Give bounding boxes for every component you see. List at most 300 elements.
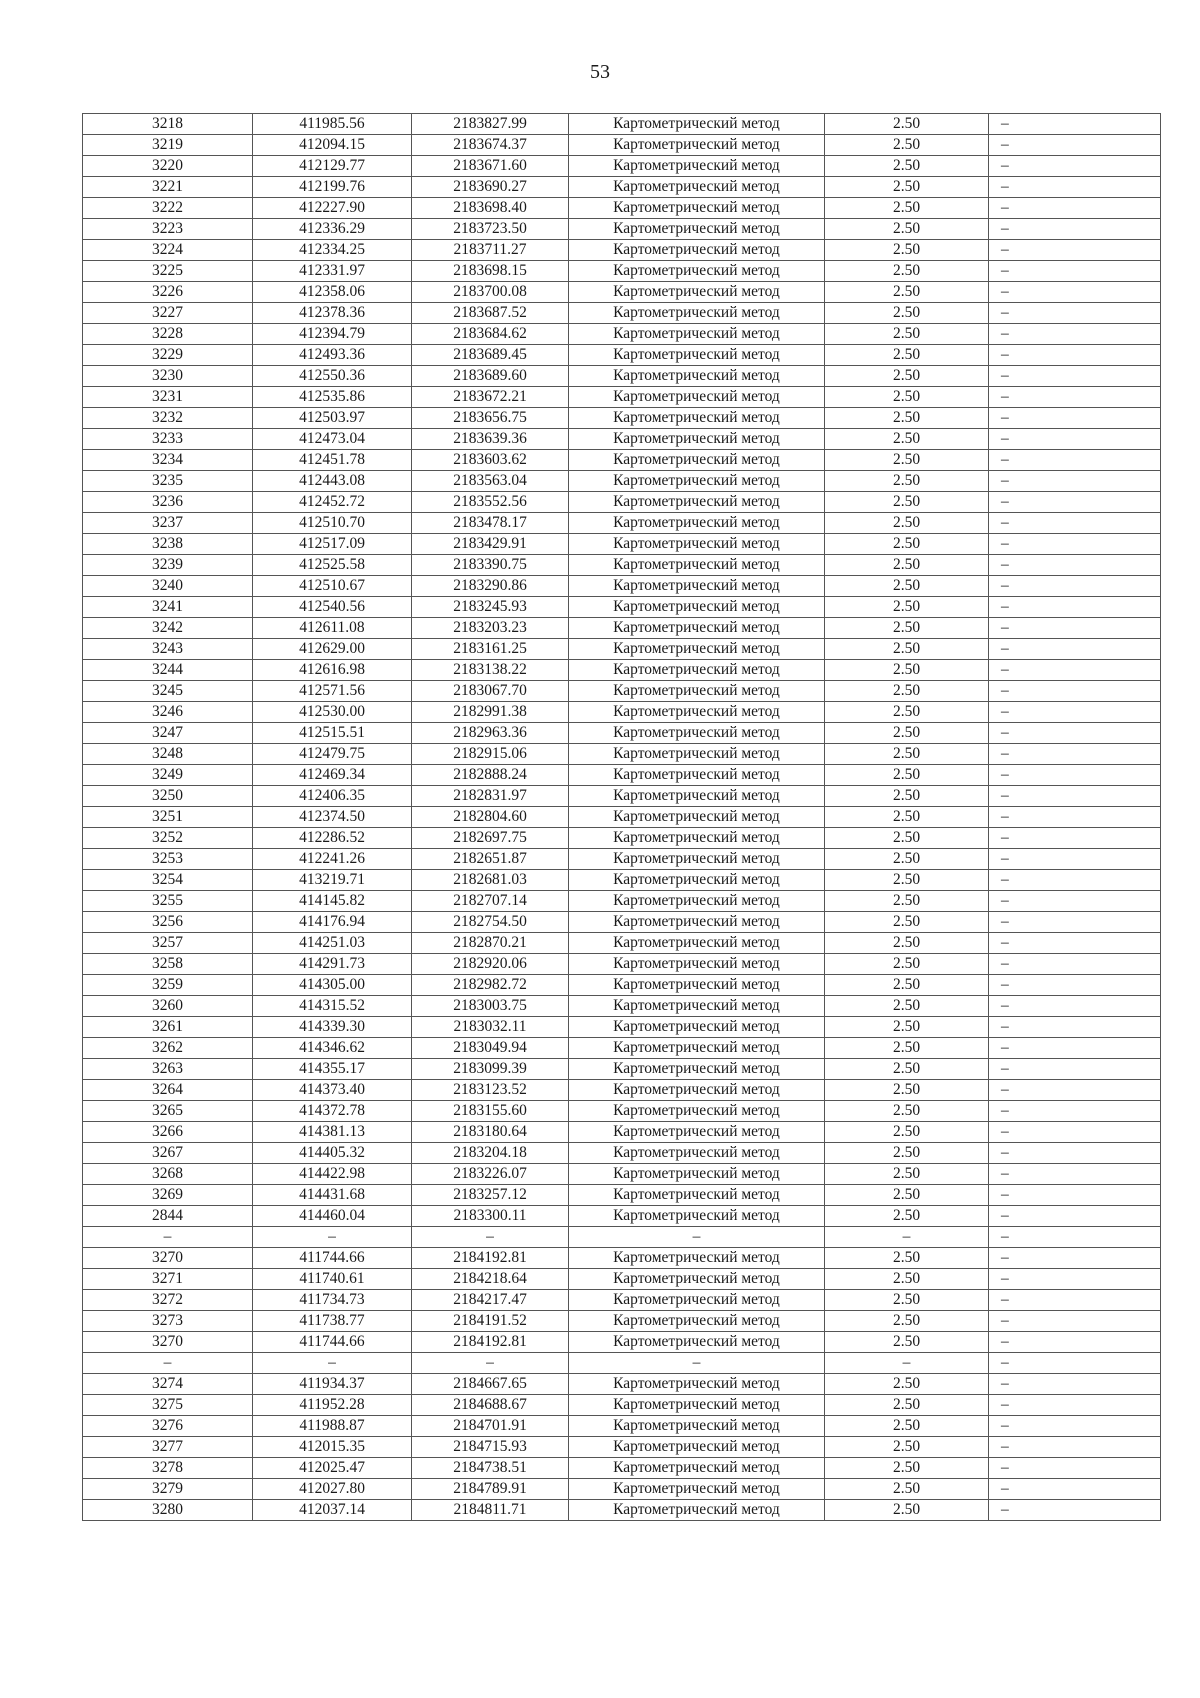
method-cell: Картометрический метод [569, 408, 825, 429]
point-number-cell: 3257 [83, 933, 253, 954]
description-cell: – [989, 156, 1161, 177]
description-cell: – [989, 513, 1161, 534]
table-row [83, 261, 1161, 282]
description-cell: – [989, 282, 1161, 303]
table-row [83, 1458, 1161, 1479]
point-number-cell: 3249 [83, 765, 253, 786]
method-cell: Картометрический метод [569, 345, 825, 366]
table-row [83, 219, 1161, 240]
y-coordinate-cell: 2184192.81 [412, 1332, 569, 1353]
y-coordinate-cell: 2183049.94 [412, 1038, 569, 1059]
y-coordinate-cell: 2182870.21 [412, 933, 569, 954]
y-coordinate-cell: 2183099.39 [412, 1059, 569, 1080]
table-row [83, 1269, 1161, 1290]
description-cell: – [989, 366, 1161, 387]
y-coordinate-cell: 2183429.91 [412, 534, 569, 555]
accuracy-cell: 2.50 [825, 1143, 989, 1164]
table-row [83, 744, 1161, 765]
point-number-cell: 3266 [83, 1122, 253, 1143]
x-coordinate-cell: 412611.08 [253, 618, 412, 639]
accuracy-cell: 2.50 [825, 912, 989, 933]
y-coordinate-cell: 2183671.60 [412, 156, 569, 177]
table-row [83, 429, 1161, 450]
point-number-cell: 3234 [83, 450, 253, 471]
method-cell: Картометрический метод [569, 576, 825, 597]
point-number-cell: 3269 [83, 1185, 253, 1206]
y-coordinate-cell: 2182651.87 [412, 849, 569, 870]
x-coordinate-cell: 412525.58 [253, 555, 412, 576]
table-row [83, 786, 1161, 807]
point-number-cell: 3231 [83, 387, 253, 408]
x-coordinate-cell: 412452.72 [253, 492, 412, 513]
x-coordinate-cell: 412378.36 [253, 303, 412, 324]
y-coordinate-cell: 2182804.60 [412, 807, 569, 828]
coordinates-table-body [83, 114, 1161, 1521]
x-coordinate-cell: – [253, 1227, 412, 1248]
method-cell: Картометрический метод [569, 240, 825, 261]
accuracy-cell: 2.50 [825, 1437, 989, 1458]
x-coordinate-cell: 412094.15 [253, 135, 412, 156]
method-cell: Картометрический метод [569, 324, 825, 345]
x-coordinate-cell: 412374.50 [253, 807, 412, 828]
x-coordinate-cell: 414381.13 [253, 1122, 412, 1143]
method-cell: Картометрический метод [569, 471, 825, 492]
point-number-cell: 3248 [83, 744, 253, 765]
description-cell: – [989, 849, 1161, 870]
method-cell: Картометрический метод [569, 1395, 825, 1416]
accuracy-cell: 2.50 [825, 996, 989, 1017]
accuracy-cell: 2.50 [825, 1395, 989, 1416]
accuracy-cell: 2.50 [825, 1017, 989, 1038]
method-cell: – [569, 1353, 825, 1374]
description-cell: – [989, 912, 1161, 933]
method-cell: Картометрический метод [569, 1374, 825, 1395]
table-row [83, 702, 1161, 723]
x-coordinate-cell: 414251.03 [253, 933, 412, 954]
method-cell: Картометрический метод [569, 1059, 825, 1080]
method-cell: Картометрический метод [569, 618, 825, 639]
description-cell: – [989, 597, 1161, 618]
y-coordinate-cell: 2183123.52 [412, 1080, 569, 1101]
accuracy-cell: 2.50 [825, 471, 989, 492]
method-cell: Картометрический метод [569, 1038, 825, 1059]
method-cell: Картометрический метод [569, 534, 825, 555]
x-coordinate-cell: 412550.36 [253, 366, 412, 387]
accuracy-cell: 2.50 [825, 240, 989, 261]
method-cell: Картометрический метод [569, 282, 825, 303]
description-cell: – [989, 1164, 1161, 1185]
description-cell: – [989, 1437, 1161, 1458]
method-cell: Картометрический метод [569, 1290, 825, 1311]
accuracy-cell: – [825, 1227, 989, 1248]
x-coordinate-cell: 411740.61 [253, 1269, 412, 1290]
x-coordinate-cell: 412510.67 [253, 576, 412, 597]
description-cell: – [989, 198, 1161, 219]
description-cell: – [989, 660, 1161, 681]
accuracy-cell: 2.50 [825, 1059, 989, 1080]
x-coordinate-cell: 414373.40 [253, 1080, 412, 1101]
x-coordinate-cell: 414372.78 [253, 1101, 412, 1122]
table-row [83, 1059, 1161, 1080]
x-coordinate-cell: 412629.00 [253, 639, 412, 660]
description-cell: – [989, 1290, 1161, 1311]
description-cell: – [989, 450, 1161, 471]
description-cell: – [989, 471, 1161, 492]
y-coordinate-cell: 2183827.99 [412, 114, 569, 135]
method-cell: Картометрический метод [569, 156, 825, 177]
accuracy-cell: 2.50 [825, 1122, 989, 1143]
description-cell: – [989, 828, 1161, 849]
description-cell: – [989, 618, 1161, 639]
x-coordinate-cell: 414405.32 [253, 1143, 412, 1164]
y-coordinate-cell: 2184217.47 [412, 1290, 569, 1311]
description-cell: – [989, 1143, 1161, 1164]
y-coordinate-cell: 2183674.37 [412, 135, 569, 156]
y-coordinate-cell: 2183155.60 [412, 1101, 569, 1122]
table-row [83, 534, 1161, 555]
description-cell: – [989, 681, 1161, 702]
accuracy-cell: 2.50 [825, 366, 989, 387]
description-cell: – [989, 534, 1161, 555]
x-coordinate-cell: 411738.77 [253, 1311, 412, 1332]
point-number-cell: 3278 [83, 1458, 253, 1479]
description-cell: – [989, 1122, 1161, 1143]
table-row [83, 1374, 1161, 1395]
point-number-cell: 3222 [83, 198, 253, 219]
table-row [83, 1080, 1161, 1101]
point-number-cell: 3230 [83, 366, 253, 387]
description-cell: – [989, 345, 1161, 366]
x-coordinate-cell: 412503.97 [253, 408, 412, 429]
table-row [83, 576, 1161, 597]
accuracy-cell: 2.50 [825, 1038, 989, 1059]
table-row [83, 450, 1161, 471]
accuracy-cell: 2.50 [825, 702, 989, 723]
description-cell: – [989, 1353, 1161, 1374]
table-row [83, 1017, 1161, 1038]
point-number-cell: 3267 [83, 1143, 253, 1164]
x-coordinate-cell: 412286.52 [253, 828, 412, 849]
x-coordinate-cell: 411952.28 [253, 1395, 412, 1416]
method-cell: Картометрический метод [569, 177, 825, 198]
point-number-cell: 3279 [83, 1479, 253, 1500]
table-row [83, 1038, 1161, 1059]
x-coordinate-cell: 414346.62 [253, 1038, 412, 1059]
x-coordinate-cell: 411734.73 [253, 1290, 412, 1311]
y-coordinate-cell: 2183700.08 [412, 282, 569, 303]
y-coordinate-cell: 2184738.51 [412, 1458, 569, 1479]
table-row [83, 198, 1161, 219]
method-cell: Картометрический метод [569, 513, 825, 534]
table-row [83, 1332, 1161, 1353]
table-row [83, 975, 1161, 996]
description-cell: – [989, 177, 1161, 198]
table-row [83, 807, 1161, 828]
description-cell: – [989, 114, 1161, 135]
point-number-cell: 3226 [83, 282, 253, 303]
method-cell: Картометрический метод [569, 702, 825, 723]
accuracy-cell: 2.50 [825, 219, 989, 240]
table-row [83, 849, 1161, 870]
description-cell: – [989, 954, 1161, 975]
accuracy-cell: 2.50 [825, 1458, 989, 1479]
point-number-cell: – [83, 1227, 253, 1248]
table-row [83, 954, 1161, 975]
accuracy-cell: 2.50 [825, 387, 989, 408]
accuracy-cell: 2.50 [825, 933, 989, 954]
x-coordinate-cell: 411934.37 [253, 1374, 412, 1395]
x-coordinate-cell: 412394.79 [253, 324, 412, 345]
x-coordinate-cell: 412469.34 [253, 765, 412, 786]
table-row [83, 471, 1161, 492]
table-row [83, 408, 1161, 429]
accuracy-cell: 2.50 [825, 849, 989, 870]
accuracy-cell: 2.50 [825, 660, 989, 681]
point-number-cell: 3236 [83, 492, 253, 513]
method-cell: Картометрический метод [569, 1269, 825, 1290]
table-row [83, 1248, 1161, 1269]
y-coordinate-cell: 2183032.11 [412, 1017, 569, 1038]
method-cell: Картометрический метод [569, 135, 825, 156]
y-coordinate-cell: 2182831.97 [412, 786, 569, 807]
point-number-cell: 3280 [83, 1500, 253, 1521]
table-row [83, 1101, 1161, 1122]
point-number-cell: 3243 [83, 639, 253, 660]
table-row [83, 387, 1161, 408]
method-cell: – [569, 1227, 825, 1248]
accuracy-cell: 2.50 [825, 954, 989, 975]
method-cell: Картометрический метод [569, 1311, 825, 1332]
y-coordinate-cell: 2183687.52 [412, 303, 569, 324]
y-coordinate-cell: 2182982.72 [412, 975, 569, 996]
description-cell: – [989, 387, 1161, 408]
x-coordinate-cell: 414176.94 [253, 912, 412, 933]
point-number-cell: 2844 [83, 1206, 253, 1227]
description-cell: – [989, 1227, 1161, 1248]
x-coordinate-cell: 411744.66 [253, 1248, 412, 1269]
x-coordinate-cell: 414315.52 [253, 996, 412, 1017]
table-row [83, 156, 1161, 177]
description-cell: – [989, 240, 1161, 261]
x-coordinate-cell: 414431.68 [253, 1185, 412, 1206]
accuracy-cell: 2.50 [825, 1332, 989, 1353]
x-coordinate-cell: 412129.77 [253, 156, 412, 177]
point-number-cell: 3244 [83, 660, 253, 681]
x-coordinate-cell: 412540.56 [253, 597, 412, 618]
accuracy-cell: 2.50 [825, 156, 989, 177]
point-number-cell: 3218 [83, 114, 253, 135]
x-coordinate-cell: 412336.29 [253, 219, 412, 240]
method-cell: Картометрический метод [569, 1479, 825, 1500]
accuracy-cell: 2.50 [825, 1416, 989, 1437]
x-coordinate-cell: 412510.70 [253, 513, 412, 534]
x-coordinate-cell: 412406.35 [253, 786, 412, 807]
point-number-cell: 3240 [83, 576, 253, 597]
accuracy-cell: 2.50 [825, 870, 989, 891]
accuracy-cell: 2.50 [825, 1101, 989, 1122]
y-coordinate-cell: 2184667.65 [412, 1374, 569, 1395]
accuracy-cell: 2.50 [825, 1185, 989, 1206]
x-coordinate-cell: 412331.97 [253, 261, 412, 282]
point-number-cell: 3252 [83, 828, 253, 849]
point-number-cell: 3260 [83, 996, 253, 1017]
x-coordinate-cell: 412025.47 [253, 1458, 412, 1479]
accuracy-cell: 2.50 [825, 1374, 989, 1395]
description-cell: – [989, 1038, 1161, 1059]
y-coordinate-cell: 2184218.64 [412, 1269, 569, 1290]
point-number-cell: 3262 [83, 1038, 253, 1059]
accuracy-cell: 2.50 [825, 891, 989, 912]
point-number-cell: 3233 [83, 429, 253, 450]
x-coordinate-cell: 414460.04 [253, 1206, 412, 1227]
point-number-cell: 3235 [83, 471, 253, 492]
accuracy-cell: 2.50 [825, 618, 989, 639]
method-cell: Картометрический метод [569, 891, 825, 912]
point-number-cell: 3238 [83, 534, 253, 555]
point-number-cell: 3277 [83, 1437, 253, 1458]
accuracy-cell: 2.50 [825, 723, 989, 744]
y-coordinate-cell: 2183723.50 [412, 219, 569, 240]
method-cell: Картометрический метод [569, 765, 825, 786]
y-coordinate-cell: 2183003.75 [412, 996, 569, 1017]
point-number-cell: 3272 [83, 1290, 253, 1311]
point-number-cell: 3273 [83, 1311, 253, 1332]
method-cell: Картометрический метод [569, 429, 825, 450]
method-cell: Картометрический метод [569, 828, 825, 849]
point-number-cell: 3228 [83, 324, 253, 345]
description-cell: – [989, 1248, 1161, 1269]
table-row [83, 135, 1161, 156]
y-coordinate-cell: 2183656.75 [412, 408, 569, 429]
page-number: 53 [590, 61, 610, 83]
method-cell: Картометрический метод [569, 1017, 825, 1038]
y-coordinate-cell: 2184192.81 [412, 1248, 569, 1269]
x-coordinate-cell: 412334.25 [253, 240, 412, 261]
accuracy-cell: 2.50 [825, 1311, 989, 1332]
method-cell: Картометрический метод [569, 723, 825, 744]
point-number-cell: 3232 [83, 408, 253, 429]
x-coordinate-cell: 414145.82 [253, 891, 412, 912]
y-coordinate-cell: 2183290.86 [412, 576, 569, 597]
point-number-cell: 3275 [83, 1395, 253, 1416]
x-coordinate-cell: 412616.98 [253, 660, 412, 681]
y-coordinate-cell: 2182697.75 [412, 828, 569, 849]
method-cell: Картометрический метод [569, 933, 825, 954]
point-number-cell: 3256 [83, 912, 253, 933]
method-cell: Картометрический метод [569, 912, 825, 933]
x-coordinate-cell: – [253, 1353, 412, 1374]
table-row [83, 555, 1161, 576]
table-row [83, 513, 1161, 534]
y-coordinate-cell: 2183203.23 [412, 618, 569, 639]
method-cell: Картометрический метод [569, 660, 825, 681]
method-cell: Картометрический метод [569, 975, 825, 996]
point-number-cell: 3220 [83, 156, 253, 177]
point-number-cell: – [83, 1353, 253, 1374]
table-row [83, 1416, 1161, 1437]
description-cell: – [989, 408, 1161, 429]
accuracy-cell: 2.50 [825, 492, 989, 513]
description-cell: – [989, 1185, 1161, 1206]
point-number-cell: 3247 [83, 723, 253, 744]
method-cell: Картометрический метод [569, 387, 825, 408]
point-number-cell: 3221 [83, 177, 253, 198]
y-coordinate-cell: 2182681.03 [412, 870, 569, 891]
accuracy-cell: 2.50 [825, 198, 989, 219]
method-cell: Картометрический метод [569, 366, 825, 387]
y-coordinate-cell: 2183711.27 [412, 240, 569, 261]
table-row [83, 1143, 1161, 1164]
method-cell: Картометрический метод [569, 1101, 825, 1122]
description-cell: – [989, 261, 1161, 282]
method-cell: Картометрический метод [569, 1500, 825, 1521]
description-cell: – [989, 1374, 1161, 1395]
accuracy-cell: 2.50 [825, 807, 989, 828]
table-row [83, 1122, 1161, 1143]
accuracy-cell: 2.50 [825, 177, 989, 198]
point-number-cell: 3229 [83, 345, 253, 366]
table-row [83, 933, 1161, 954]
y-coordinate-cell: 2183689.60 [412, 366, 569, 387]
point-number-cell: 3261 [83, 1017, 253, 1038]
accuracy-cell: 2.50 [825, 1290, 989, 1311]
accuracy-cell: – [825, 1353, 989, 1374]
x-coordinate-cell: 412517.09 [253, 534, 412, 555]
accuracy-cell: 2.50 [825, 1164, 989, 1185]
x-coordinate-cell: 412358.06 [253, 282, 412, 303]
point-number-cell: 3223 [83, 219, 253, 240]
description-cell: – [989, 1311, 1161, 1332]
y-coordinate-cell: 2183689.45 [412, 345, 569, 366]
method-cell: Картометрический метод [569, 492, 825, 513]
y-coordinate-cell: 2183563.04 [412, 471, 569, 492]
point-number-cell: 3241 [83, 597, 253, 618]
point-number-cell: 3274 [83, 1374, 253, 1395]
y-coordinate-cell: 2184715.93 [412, 1437, 569, 1458]
accuracy-cell: 2.50 [825, 282, 989, 303]
x-coordinate-cell: 412027.80 [253, 1479, 412, 1500]
y-coordinate-cell: 2182754.50 [412, 912, 569, 933]
description-cell: – [989, 786, 1161, 807]
y-coordinate-cell: 2183204.18 [412, 1143, 569, 1164]
point-number-cell: 3219 [83, 135, 253, 156]
point-number-cell: 3224 [83, 240, 253, 261]
method-cell: Картометрический метод [569, 996, 825, 1017]
table-row [83, 282, 1161, 303]
description-cell: – [989, 324, 1161, 345]
description-cell: – [989, 1479, 1161, 1500]
x-coordinate-cell: 411744.66 [253, 1332, 412, 1353]
table-row [83, 1395, 1161, 1416]
point-number-cell: 3253 [83, 849, 253, 870]
description-cell: – [989, 1332, 1161, 1353]
table-row [83, 1437, 1161, 1458]
accuracy-cell: 2.50 [825, 765, 989, 786]
table-row [83, 597, 1161, 618]
description-cell: – [989, 1395, 1161, 1416]
method-cell: Картометрический метод [569, 1080, 825, 1101]
point-number-cell: 3237 [83, 513, 253, 534]
description-cell: – [989, 1080, 1161, 1101]
description-cell: – [989, 1059, 1161, 1080]
method-cell: Картометрический метод [569, 849, 825, 870]
description-cell: – [989, 303, 1161, 324]
table-row [83, 912, 1161, 933]
table-row [83, 303, 1161, 324]
x-coordinate-cell: 412473.04 [253, 429, 412, 450]
accuracy-cell: 2.50 [825, 576, 989, 597]
table-row [83, 1479, 1161, 1500]
